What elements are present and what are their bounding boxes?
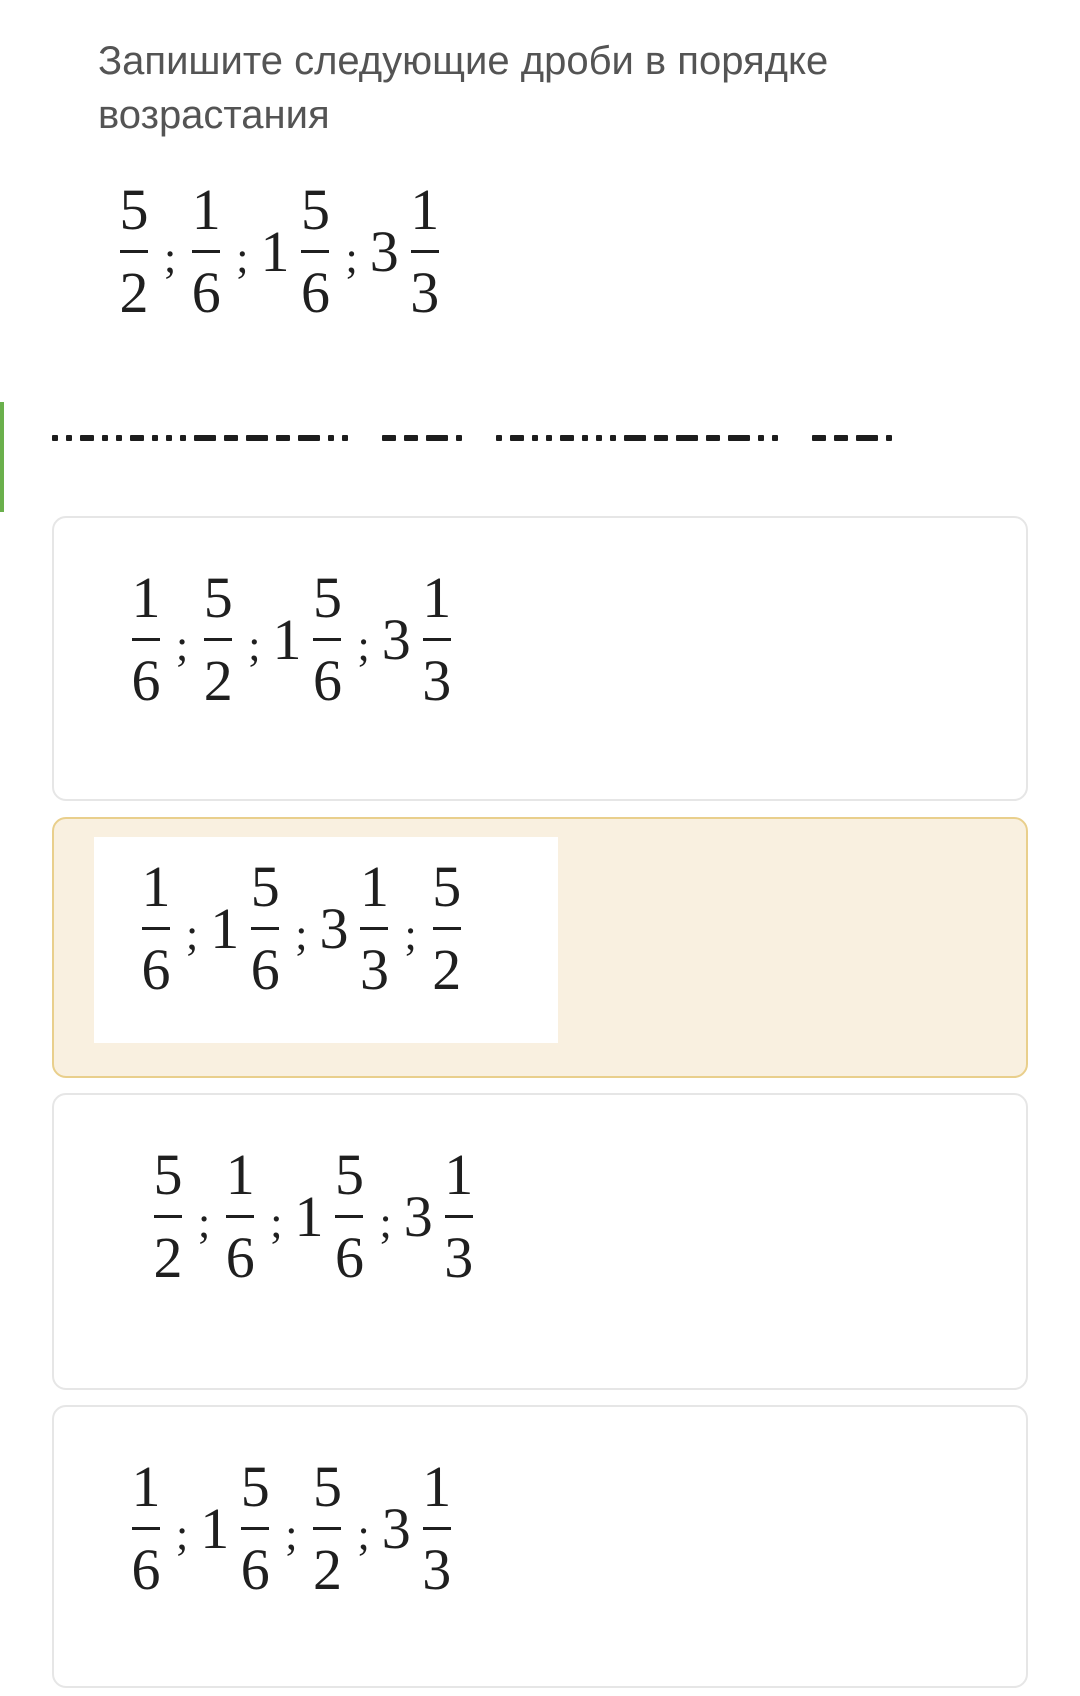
numerator: 5 bbox=[432, 854, 462, 919]
numerator: 5 bbox=[203, 565, 233, 630]
separator: ; bbox=[295, 909, 308, 959]
separator: ; bbox=[176, 620, 189, 670]
fraction-bar bbox=[154, 1215, 182, 1218]
separator: ; bbox=[345, 232, 358, 282]
numerator: 1 bbox=[410, 177, 440, 242]
fraction bbox=[124, 1454, 168, 1602]
answer-option-1[interactable] bbox=[52, 516, 1028, 801]
fraction bbox=[415, 1454, 459, 1602]
denominator: 6 bbox=[300, 260, 330, 325]
separator: ; bbox=[404, 909, 417, 959]
option-1-expression bbox=[124, 565, 459, 713]
whole-number: 1 bbox=[200, 1495, 230, 1561]
numerator: 5 bbox=[312, 1454, 342, 1519]
denominator: 2 bbox=[203, 648, 233, 713]
fraction bbox=[327, 1142, 371, 1290]
fraction bbox=[134, 854, 178, 1002]
option-2-expression bbox=[134, 854, 469, 1002]
fraction-bar bbox=[335, 1215, 363, 1218]
fraction-bar bbox=[132, 1527, 160, 1530]
denominator: 6 bbox=[312, 648, 342, 713]
fraction bbox=[112, 177, 156, 325]
whole-number: 3 bbox=[319, 895, 349, 961]
denominator: 2 bbox=[312, 1537, 342, 1602]
fraction bbox=[218, 1142, 262, 1290]
denominator: 2 bbox=[119, 260, 149, 325]
separator: ; bbox=[285, 1509, 298, 1559]
fraction bbox=[305, 565, 349, 713]
active-indicator-bar bbox=[0, 402, 4, 512]
fraction bbox=[124, 565, 168, 713]
fraction bbox=[425, 854, 469, 1002]
fraction bbox=[305, 1454, 349, 1602]
whole-number: 1 bbox=[294, 1183, 324, 1249]
denominator: 6 bbox=[240, 1537, 270, 1602]
fraction bbox=[146, 1142, 190, 1290]
numerator: 1 bbox=[131, 1454, 161, 1519]
fraction bbox=[293, 177, 337, 325]
fraction-bar bbox=[411, 250, 439, 253]
numerator: 5 bbox=[250, 854, 280, 919]
fraction-bar bbox=[360, 927, 388, 930]
denominator: 6 bbox=[131, 1537, 161, 1602]
separator: ; bbox=[270, 1197, 283, 1247]
answer-option-4[interactable] bbox=[52, 1405, 1028, 1688]
fraction-bar bbox=[445, 1215, 473, 1218]
fraction-bar bbox=[142, 927, 170, 930]
numerator: 1 bbox=[422, 1454, 452, 1519]
fraction-bar bbox=[192, 250, 220, 253]
denominator: 6 bbox=[141, 937, 171, 1002]
fraction-bar bbox=[433, 927, 461, 930]
numerator: 5 bbox=[240, 1454, 270, 1519]
denominator: 6 bbox=[250, 937, 280, 1002]
numerator: 5 bbox=[334, 1142, 364, 1207]
denominator: 3 bbox=[422, 648, 452, 713]
denominator: 2 bbox=[432, 937, 462, 1002]
fraction-bar bbox=[251, 927, 279, 930]
option-4-expression bbox=[124, 1454, 459, 1602]
numerator: 1 bbox=[191, 177, 221, 242]
denominator: 6 bbox=[131, 648, 161, 713]
denominator: 3 bbox=[359, 937, 389, 1002]
whole-number: 3 bbox=[381, 606, 411, 672]
numerator: 1 bbox=[422, 565, 452, 630]
fraction bbox=[233, 1454, 277, 1602]
separator: ; bbox=[176, 1509, 189, 1559]
fraction-bar bbox=[301, 250, 329, 253]
fraction bbox=[415, 565, 459, 713]
separator: ; bbox=[248, 620, 261, 670]
separator: ; bbox=[198, 1197, 211, 1247]
numerator: 5 bbox=[119, 177, 149, 242]
fraction bbox=[403, 177, 447, 325]
denominator: 3 bbox=[444, 1225, 474, 1290]
answer-option-3[interactable] bbox=[52, 1093, 1028, 1390]
fraction-bar bbox=[423, 638, 451, 641]
denominator: 6 bbox=[225, 1225, 255, 1290]
denominator: 3 bbox=[422, 1537, 452, 1602]
answer-divider bbox=[52, 434, 1032, 442]
separator: ; bbox=[357, 620, 370, 670]
fraction bbox=[243, 854, 287, 1002]
fraction-bar bbox=[313, 1527, 341, 1530]
fraction-bar bbox=[226, 1215, 254, 1218]
whole-number: 1 bbox=[272, 606, 302, 672]
whole-number: 3 bbox=[381, 1495, 411, 1561]
answer-option-2[interactable] bbox=[52, 817, 1028, 1078]
numerator: 1 bbox=[131, 565, 161, 630]
separator: ; bbox=[164, 232, 177, 282]
fraction-bar bbox=[241, 1527, 269, 1530]
numerator: 5 bbox=[312, 565, 342, 630]
denominator: 2 bbox=[153, 1225, 183, 1290]
question-title: Запишите следующие дроби в порядке возрастания bbox=[98, 39, 829, 137]
numerator: 1 bbox=[141, 854, 171, 919]
fraction bbox=[184, 177, 228, 325]
whole-number: 1 bbox=[260, 218, 290, 284]
separator: ; bbox=[186, 909, 199, 959]
numerator: 1 bbox=[225, 1142, 255, 1207]
option-3-expression bbox=[146, 1142, 481, 1290]
whole-number: 3 bbox=[369, 218, 399, 284]
separator: ; bbox=[357, 1509, 370, 1559]
denominator: 6 bbox=[191, 260, 221, 325]
separator: ; bbox=[379, 1197, 392, 1247]
fraction-bar bbox=[204, 638, 232, 641]
whole-number: 1 bbox=[210, 895, 240, 961]
separator: ; bbox=[236, 232, 249, 282]
fraction-bar bbox=[313, 638, 341, 641]
numerator: 1 bbox=[444, 1142, 474, 1207]
fraction-bar bbox=[120, 250, 148, 253]
numerator: 1 bbox=[359, 854, 389, 919]
whole-number: 3 bbox=[403, 1183, 433, 1249]
fraction-bar bbox=[423, 1527, 451, 1530]
denominator: 6 bbox=[334, 1225, 364, 1290]
fraction bbox=[437, 1142, 481, 1290]
question-expression bbox=[112, 177, 447, 325]
fraction bbox=[352, 854, 396, 1002]
numerator: 5 bbox=[300, 177, 330, 242]
numerator: 5 bbox=[153, 1142, 183, 1207]
fraction bbox=[196, 565, 240, 713]
fraction-bar bbox=[132, 638, 160, 641]
denominator: 3 bbox=[410, 260, 440, 325]
